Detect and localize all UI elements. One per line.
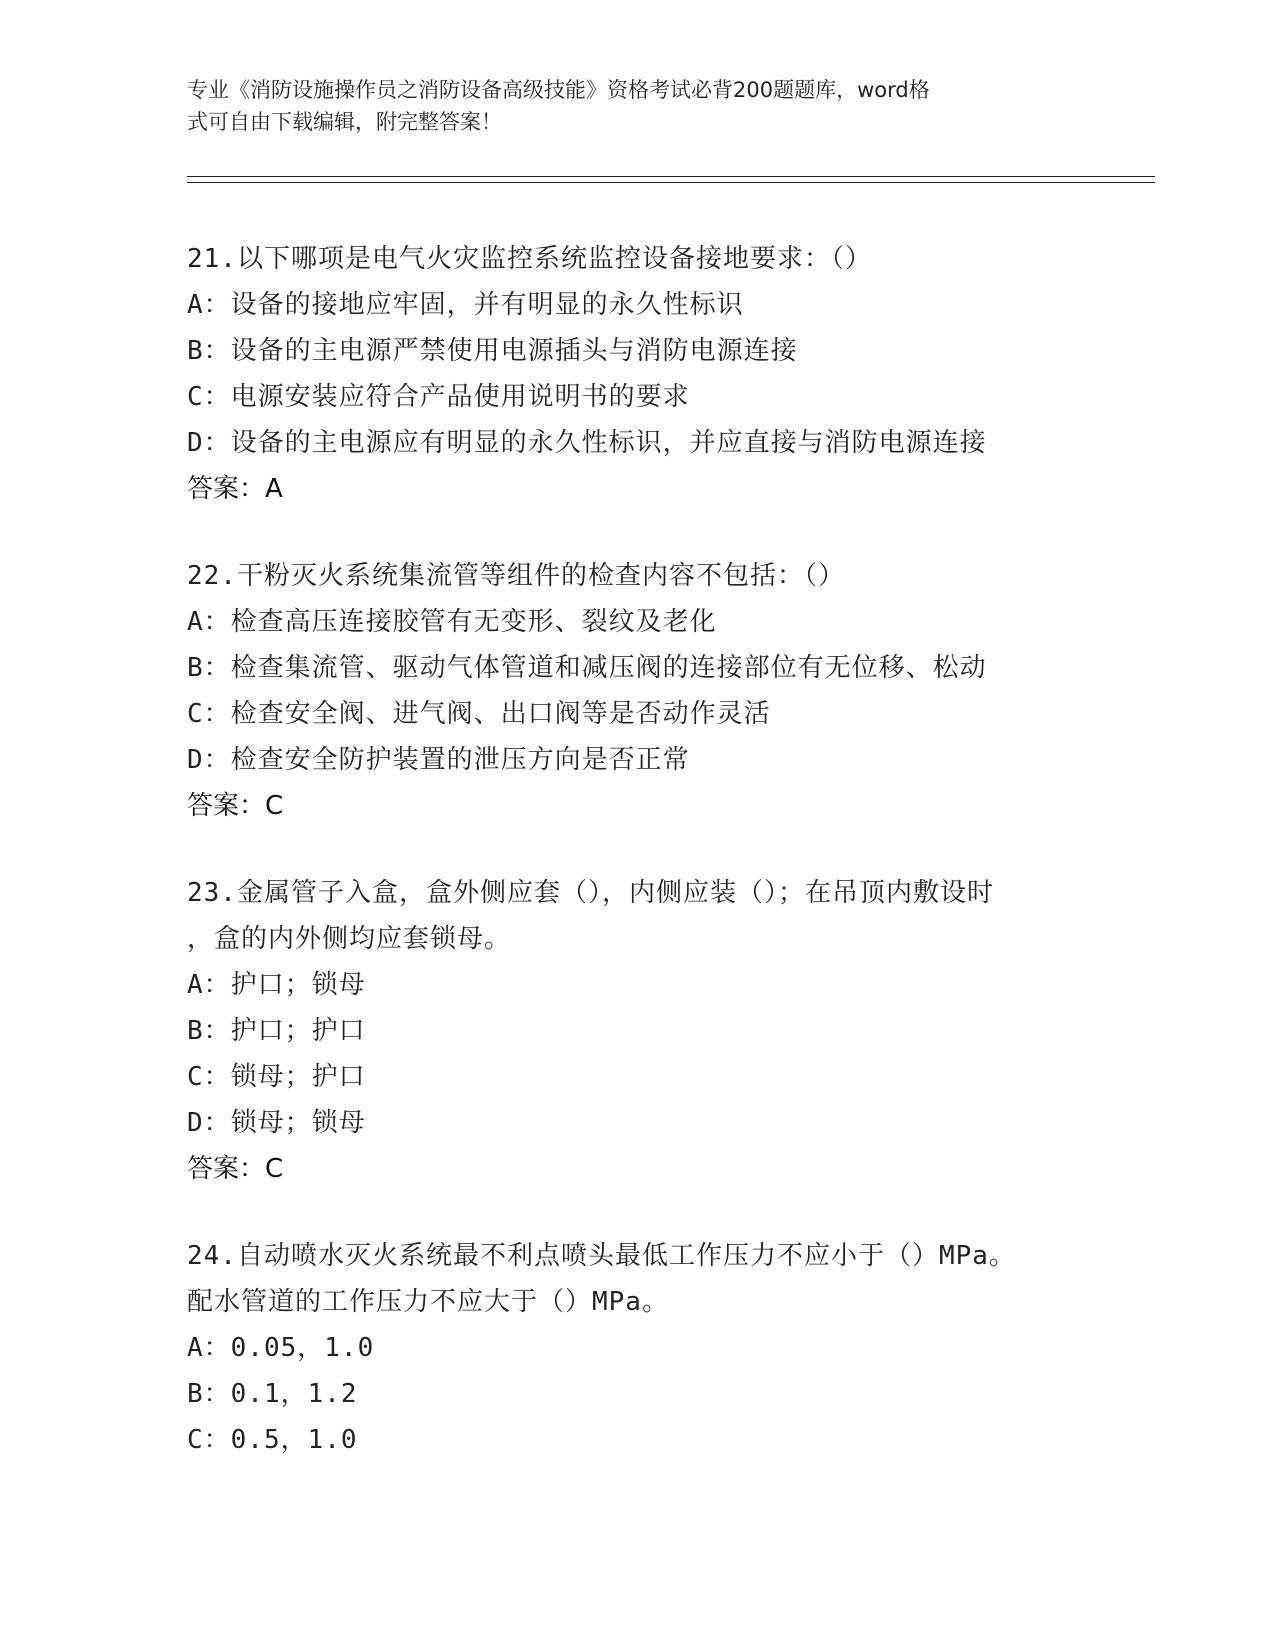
option-b: B：检查集流管、驱动气体管道和减压阀的连接部位有无位移、松动 [187, 653, 987, 683]
question-item [187, 553, 1147, 829]
question-stem: 22.干粉灭火系统集流管等组件的检查内容不包括：（） [187, 561, 845, 591]
option-a: A：0.05，1.0 [187, 1333, 375, 1363]
header-intro-line-2: 式可自由下载编辑，附完整答案！ [187, 110, 502, 134]
question-stem-continued: ，盒的内外侧均应套锁母。 [187, 924, 512, 954]
header-intro-line-1: 专业《消防设施操作员之消防设备高级技能》资格考试必背200题题库，word格 [187, 78, 930, 102]
question-stem: 23.金属管子入盒，盒外侧应套（），内侧应装（）；在吊顶内敷设时 [187, 878, 994, 908]
question-stem: 24.自动喷水灭火系统最不利点喷头最低工作压力不应小于（）MPa。 [187, 1241, 1016, 1271]
option-b: B：护口；护口 [187, 1016, 366, 1046]
question-item [187, 236, 1147, 512]
question-stem-continued: 配水管道的工作压力不应大于（）MPa。 [187, 1287, 669, 1317]
header-divider-bottom [187, 182, 1155, 183]
option-c: C：检查安全阀、进气阀、出口阀等是否动作灵活 [187, 699, 771, 729]
answer-line: 答案：C [187, 1154, 284, 1184]
question-list [187, 236, 1147, 1504]
document-header [187, 74, 1087, 138]
option-c: C：电源安装应符合产品使用说明书的要求 [187, 382, 690, 412]
question-item [187, 870, 1147, 1192]
option-d: D：检查安全防护装置的泄压方向是否正常 [187, 745, 690, 775]
option-d: D：设备的主电源应有明显的永久性标识，并应直接与消防电源连接 [187, 428, 987, 458]
option-c: C：锁母；护口 [187, 1062, 366, 1092]
answer-line: 答案：A [187, 474, 283, 504]
question-item [187, 1233, 1147, 1463]
option-b: B：0.1，1.2 [187, 1379, 358, 1409]
option-b: B：设备的主电源严禁使用电源插头与消防电源连接 [187, 336, 798, 366]
option-a: A：检查高压连接胶管有无变形、裂纹及老化 [187, 607, 717, 637]
header-divider-top [187, 176, 1155, 177]
option-d: D：锁母；锁母 [187, 1108, 366, 1138]
option-c: C：0.5，1.0 [187, 1425, 358, 1455]
question-stem: 21.以下哪项是电气火灾监控系统监控设备接地要求：（） [187, 244, 872, 274]
option-a: A：设备的接地应牢固，并有明显的永久性标识 [187, 290, 744, 320]
answer-line: 答案：C [187, 791, 284, 821]
option-a: A：护口；锁母 [187, 970, 366, 1000]
